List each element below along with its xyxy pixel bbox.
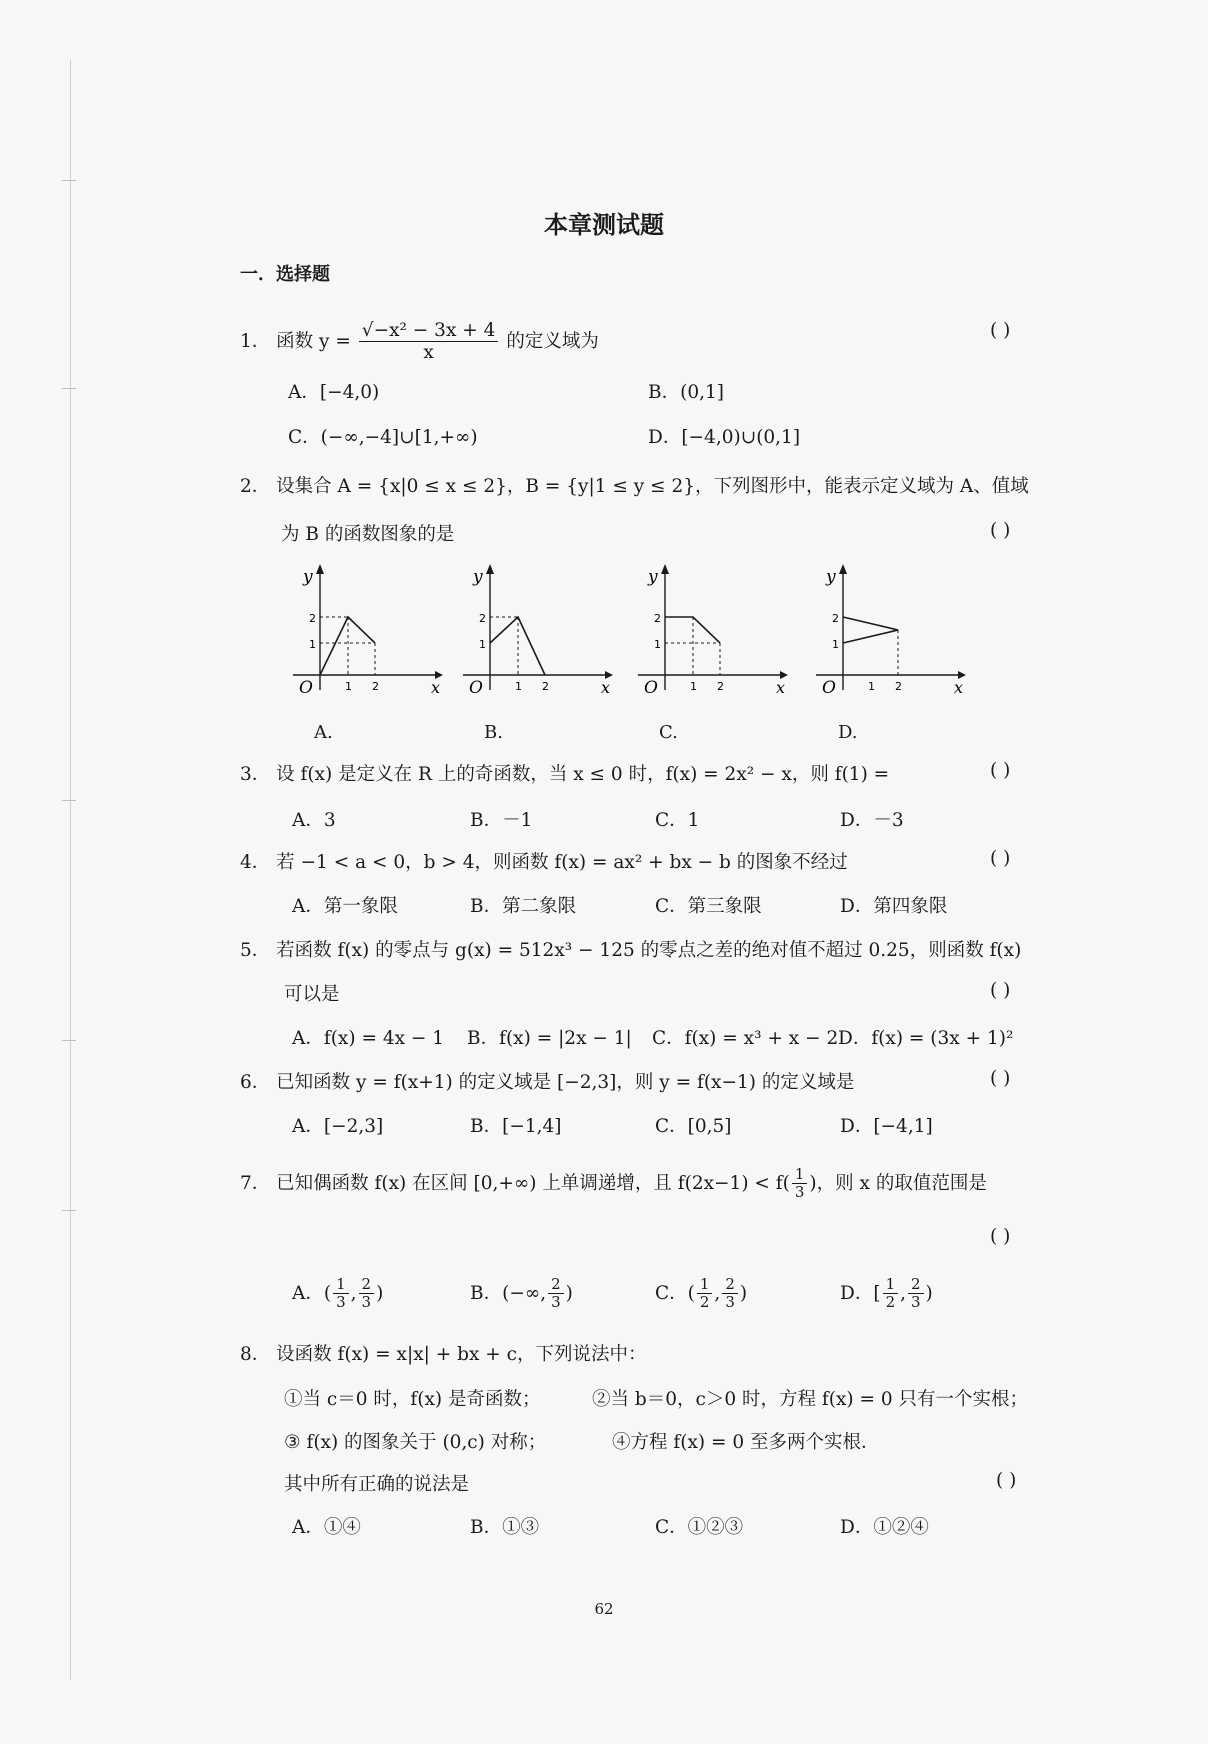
q5-line1: 若函数 f(x) 的零点与 g(x) = 512x³ − 125 的零点之差的绝对值不超过 0.25，则函数 f(x) [276,940,1022,961]
frac-numerator: 2 [548,1276,564,1294]
q3-text: 设 f(x) 是定义在 R 上的奇函数，当 x ≤ 0 时，f(x) = 2x² − x，则 f(1) = [276,764,890,785]
tick-label: 2 [479,612,486,625]
question-6 [240,1068,854,1094]
bracket: [ [873,1282,881,1304]
margin-mark [62,1210,76,1211]
tick-label: 2 [654,612,661,625]
origin-label: O [299,678,313,695]
question-8 [240,1340,647,1366]
answer-paren: ( ) [990,980,1011,1001]
tick-label: 2 [309,612,316,625]
x-label: x [431,678,441,695]
y-axis-arrow [661,564,669,574]
answer-paren: ( ) [990,1226,1011,1247]
q5-option-c: C．f(x) = x³ + x − 2 [652,1028,839,1049]
tick-label: 2 [832,612,839,625]
q4-text: 若 −1 < a < 0，b > 4，则函数 f(x) = ax² + bx − b 的图象不经过 [276,852,848,873]
q6-option-b: B．[−1,4] [470,1116,562,1137]
fraction [722,1276,738,1312]
answer-paren: ( ) [990,320,1011,341]
q6-text: 已知函数 y = f(x+1) 的定义域是 [−2,3]，则 y = f(x−1) 的定义域是 [276,1072,855,1093]
separator: , [350,1282,357,1304]
origin-label: O [644,678,658,695]
tick-label: 1 [345,680,352,693]
q7-text-after: )，则 x 的取值范围是 [809,1172,987,1194]
graph-d [808,560,968,695]
bracket: (−∞, [502,1282,547,1304]
q8-option-d: D．①②④ [840,1517,929,1538]
q1-option-b: B．(0,1] [648,382,724,403]
tick-label: 2 [542,680,549,693]
q1-option-d: D．[−4,0)∪(0,1] [648,427,801,448]
origin-label: O [822,678,836,695]
graph-c-label: C. [659,722,678,743]
page-number: 62 [594,1600,614,1618]
frac-denominator: 2 [699,1293,710,1312]
q6-option-c: C．[0,5] [655,1116,732,1137]
option-label: B． [470,1282,503,1304]
q3-option-b: B．－1 [470,810,533,831]
tick-label: 1 [654,638,661,651]
q7-fraction [792,1166,808,1202]
q7-text-before: 已知偶函数 f(x) 在区间 [0,+∞) 上单调递增，且 f(2x−1) < f( [276,1172,790,1194]
margin-mark [62,388,76,389]
q1-numerator: √−x² − 3x + 4 [359,320,499,342]
graph-b-label: B. [484,722,503,743]
frac-denominator: 3 [551,1293,561,1312]
q5-option-b: B．f(x) = |2x − 1| [467,1028,632,1049]
frac-numerator: 1 [333,1276,349,1294]
frac-denominator: 3 [336,1293,346,1312]
page-title: 本章测试题 [544,211,664,239]
q7-option-c [655,1276,747,1312]
question-number: 2． [240,476,271,497]
q6-option-a: A．[−2,3] [292,1116,384,1137]
graph-d-label: D. [838,722,858,743]
q8-statement-3: ③ f(x) 的图象关于 (0,c) 对称； [284,1432,547,1453]
q4-option-d: D．第四象限 [840,896,948,917]
tick-label: 2 [372,680,379,693]
question-number: 8． [240,1344,271,1365]
frac-denominator: 3 [794,1183,805,1202]
frac-denominator: 3 [911,1293,921,1312]
bracket: ( [323,1282,332,1304]
q4-option-c: C．第三象限 [655,896,762,917]
q4-option-a: A．第一象限 [292,896,398,917]
answer-paren: ( ) [990,520,1011,541]
tick-label: 1 [832,638,839,651]
y-axis-arrow [486,564,494,574]
q7-option-a [292,1276,383,1312]
y-label: y [473,567,483,587]
answer-paren: ( ) [990,1068,1011,1089]
option-label: C． [655,1282,688,1304]
question-number: 4． [240,852,271,873]
fraction [908,1276,924,1312]
separator: , [714,1282,721,1304]
answer-paren: ( ) [990,848,1011,869]
q5-option-a: A．f(x) = 4x − 1 [292,1028,445,1049]
tick-label: 2 [895,680,902,693]
bracket: ) [925,1282,933,1304]
y-axis-arrow [839,564,847,574]
q8-statement-4: ④方程 f(x) = 0 至多两个实根． [612,1432,880,1453]
q8-option-c: C．①②③ [655,1517,744,1538]
frac-numerator: 2 [722,1276,738,1294]
fraction [883,1276,899,1312]
tick-label: 1 [309,638,316,651]
q6-option-d: D．[−4,1] [840,1116,933,1137]
answer-paren: ( ) [990,760,1011,781]
question-number: 7． [240,1172,271,1194]
question-number: 1． [240,330,271,352]
frac-denominator: 3 [725,1293,735,1312]
graph-b [455,560,615,695]
option-label: A． [292,1282,324,1304]
q7-option-d [840,1276,933,1312]
question-number: 6． [240,1072,271,1093]
graph-c [630,560,790,695]
q8-statement-2: ②当 b＝0，c＞0 时，方程 f(x) = 0 只有一个实根； [592,1389,1029,1410]
question-7 [240,1166,987,1202]
margin-mark [62,180,76,181]
frac-numerator: 2 [359,1276,375,1294]
q3-option-d: D．－3 [840,810,904,831]
bracket: ) [565,1282,573,1304]
separator: , [900,1282,906,1304]
q8-option-b: B．①③ [470,1517,540,1538]
question-4 [240,848,848,874]
q8-statement-1: ①当 c＝0 时，f(x) 是奇函数； [284,1389,541,1410]
fraction [697,1276,713,1312]
y-axis-arrow [316,564,324,574]
q8-option-a: A．①④ [292,1517,361,1538]
answer-paren: ( ) [996,1470,1017,1491]
bracket: ) [739,1282,748,1304]
question-number: 5． [240,940,271,961]
frac-numerator: 2 [908,1276,924,1294]
tick-label: 1 [690,680,697,693]
y-label: y [303,567,313,587]
y-label: y [826,567,836,587]
tick-label: 1 [868,680,875,693]
tick-label: 1 [479,638,486,651]
frac-numerator: 1 [697,1276,713,1294]
q1-suffix: 的定义域为 [506,330,599,352]
q1-denominator: x [423,342,434,364]
section-heading: 一．选择题 [240,264,330,285]
q5-option-d: D．f(x) = (3x + 1)² [838,1028,1014,1049]
q1-prefix: 函数 y = [276,330,351,352]
frac-numerator: 1 [792,1166,808,1184]
q4-option-b: B．第二象限 [470,896,577,917]
fraction [333,1276,349,1312]
tick-label: 1 [515,680,522,693]
q2-line1: 设集合 A = {x|0 ≤ x ≤ 2}，B = {y|1 ≤ y ≤ 2}，下列图形中，能表示定义域为 A、值域 [276,476,1029,497]
q8-ask: 其中所有正确的说法是 [284,1474,470,1495]
function-curve [843,617,898,643]
x-label: x [776,678,786,695]
q5-line2: 可以是 [284,984,340,1005]
origin-label: O [469,678,483,695]
q7-option-b [470,1276,573,1312]
question-1 [240,320,599,364]
q1-option-a: A．[−4,0) [288,382,380,403]
q1-fraction [359,320,499,364]
question-number: 3． [240,764,271,785]
question-2 [240,472,1029,498]
tick-label: 2 [717,680,724,693]
x-label: x [601,678,611,695]
q8-text: 设函数 f(x) = x|x| + bx + c，下列说法中： [276,1344,647,1365]
option-label: D． [840,1282,874,1304]
graph-a-label: A. [314,722,333,743]
question-5 [240,936,1021,962]
frac-numerator: 1 [883,1276,899,1294]
graph-a [285,560,445,695]
y-label: y [648,567,658,587]
margin-mark [62,1040,76,1041]
bracket: ( [687,1282,695,1304]
q3-option-a: A．3 [292,810,336,831]
bracket: ) [376,1282,384,1304]
fraction [359,1276,375,1312]
frac-denominator: 3 [361,1293,372,1312]
margin-mark [62,800,76,801]
x-label: x [954,678,964,695]
q1-option-c: C．(−∞,−4]∪[1,+∞) [288,427,478,448]
frac-denominator: 2 [885,1293,896,1312]
question-3 [240,760,889,786]
page-margin-line [70,60,71,1680]
fraction [548,1276,564,1312]
q2-line2: 为 B 的函数图象的是 [281,524,455,545]
q3-option-c: C．1 [655,810,700,831]
